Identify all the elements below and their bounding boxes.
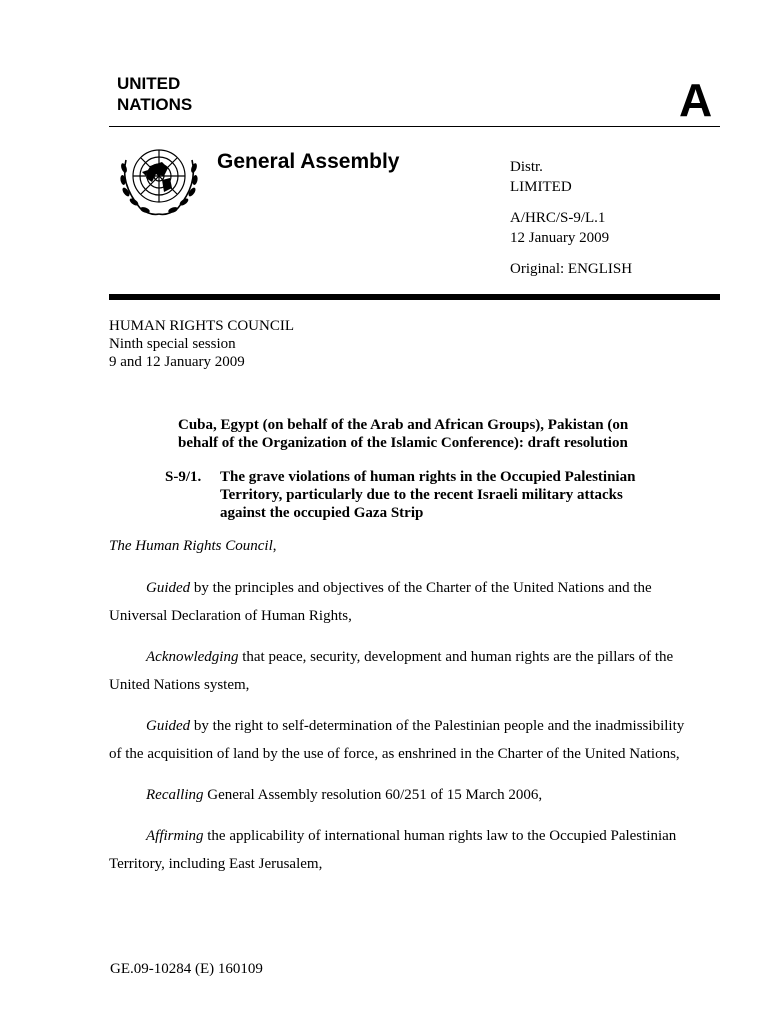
resolution-title-line1: The grave violations of human rights in the Occupied Palestinian xyxy=(220,469,636,485)
paragraph xyxy=(109,574,724,630)
session-name: Ninth special session xyxy=(109,336,236,352)
org-name-line1: UNITED xyxy=(117,74,181,93)
sponsors xyxy=(178,416,678,452)
header-thick-rule xyxy=(109,294,720,300)
paragraph-continuation: United Nations system, xyxy=(109,677,250,693)
session-block xyxy=(109,317,294,371)
distr-value: LIMITED xyxy=(510,179,572,195)
paragraph-text: the applicability of international human rights law to the Occupied Palestinian xyxy=(203,828,677,844)
sponsors-line2: behalf of the Organization of the Islamic Conference): draft resolution xyxy=(178,435,628,451)
paragraph-continuation: of the acquisition of land by the use of force, as enshrined in the Charter of the United Nations, xyxy=(109,746,680,762)
preamble-comma: , xyxy=(272,538,277,554)
resolution-number: S-9/1. xyxy=(165,469,202,485)
paragraph xyxy=(109,822,724,878)
paragraph-text: that peace, security, development and human rights are the pillars of the xyxy=(238,649,674,665)
preamble-text: The Human Rights Council xyxy=(109,538,273,554)
paragraph xyxy=(109,781,724,809)
distr-label: Distr. xyxy=(510,159,543,175)
paragraph-lead: Guided xyxy=(146,580,191,596)
document-symbol-block xyxy=(510,208,609,248)
organization-name xyxy=(117,73,192,115)
paragraph-lead: Guided xyxy=(146,718,191,734)
un-emblem-icon xyxy=(112,138,206,220)
paragraph xyxy=(109,643,724,699)
document-footer: GE.09-10284 (E) 160109 xyxy=(110,961,263,977)
paragraph-lead: Acknowledging xyxy=(146,649,239,665)
document-date: 12 January 2009 xyxy=(510,230,610,246)
resolution-title-line2: Territory, particularly due to the recent Israeli military attacks xyxy=(220,487,623,503)
preamble xyxy=(109,536,277,556)
body-name: General Assembly xyxy=(217,150,400,173)
paragraph-lead: Recalling xyxy=(146,787,204,803)
paragraph-continuation: Universal Declaration of Human Rights, xyxy=(109,608,352,624)
sponsors-line1: Cuba, Egypt (on behalf of the Arab and African Groups), Pakistan (on xyxy=(178,417,629,433)
series-symbol: A xyxy=(679,74,713,126)
header-rule xyxy=(109,126,720,127)
paragraph-text: by the principles and objectives of the Charter of the United Nations and the xyxy=(190,580,652,596)
resolution-title-line3: against the occupied Gaza Strip xyxy=(220,505,424,521)
paragraph-text: by the right to self-determination of the Palestinian people and the inadmissibility xyxy=(190,718,685,734)
paragraph-text: General Assembly resolution 60/251 of 15 March 2006, xyxy=(203,787,543,803)
paragraph-lead: Affirming xyxy=(146,828,204,844)
resolution-title xyxy=(220,468,670,522)
original-language: Original: ENGLISH xyxy=(510,261,633,277)
document-symbol: A/HRC/S-9/L.1 xyxy=(510,210,606,226)
session-dates: 9 and 12 January 2009 xyxy=(109,354,245,370)
paragraph-continuation: Territory, including East Jerusalem, xyxy=(109,856,323,872)
distribution-block xyxy=(510,157,572,197)
org-name-line2: NATIONS xyxy=(117,95,193,114)
council-name: HUMAN RIGHTS COUNCIL xyxy=(109,318,295,334)
paragraph xyxy=(109,712,724,768)
